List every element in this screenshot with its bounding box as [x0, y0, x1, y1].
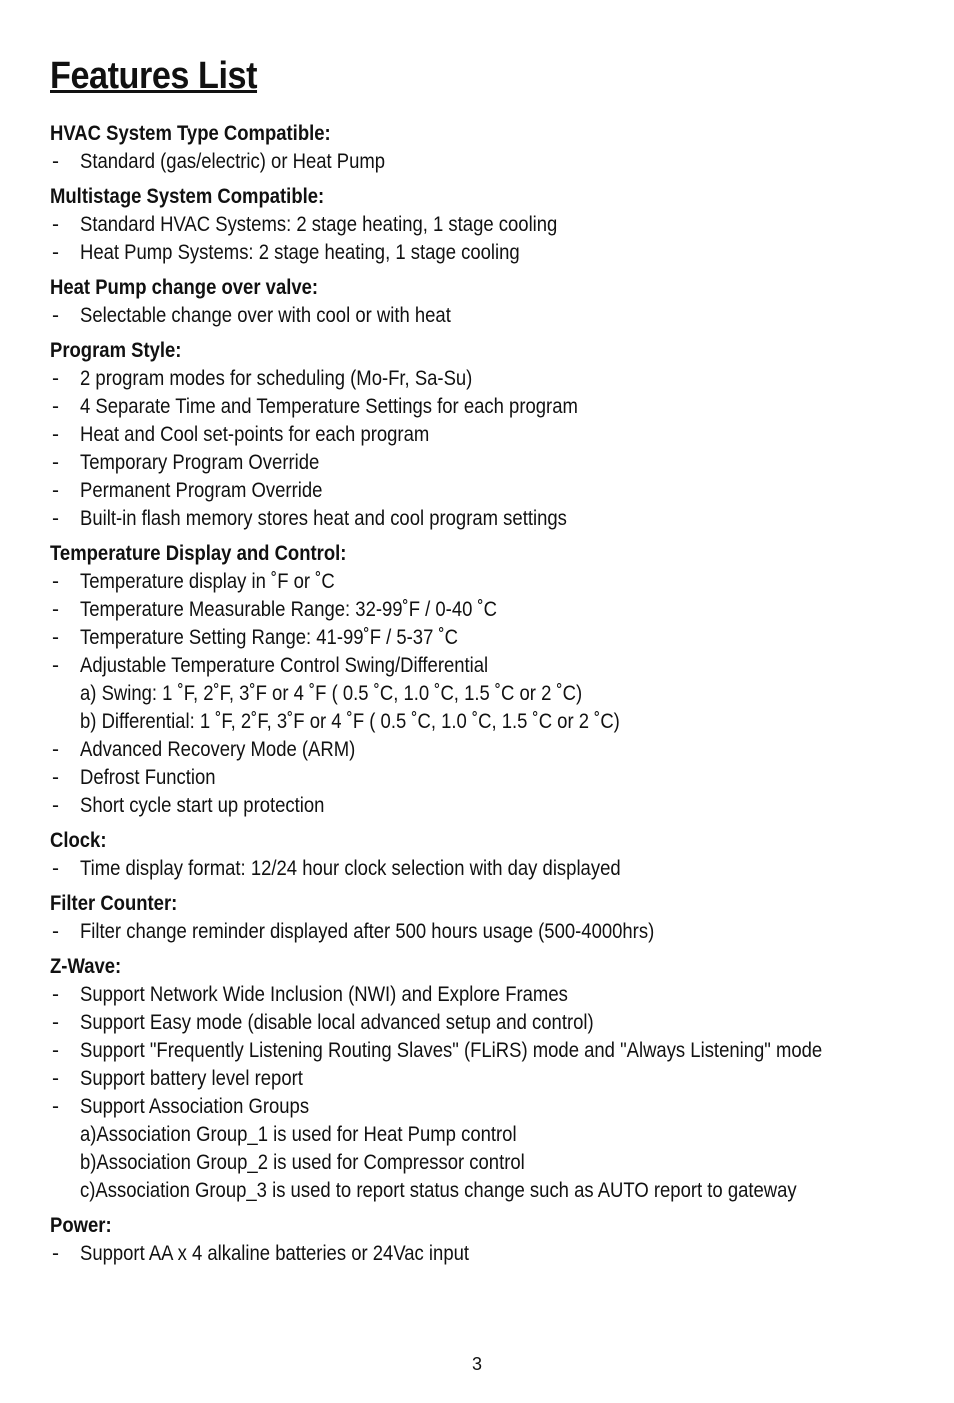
list-item	[50, 568, 930, 596]
bullet-dash: -	[52, 1067, 59, 1090]
sub-list-item	[50, 1121, 930, 1149]
bullet-dash: -	[52, 1242, 59, 1265]
feature-list	[50, 918, 930, 946]
feature-section	[50, 337, 930, 533]
feature-list	[50, 1240, 930, 1268]
list-item-text: 2 program modes for scheduling (Mo-Fr, Sa-Su)	[80, 367, 473, 390]
list-item	[50, 393, 930, 421]
feature-list	[50, 981, 930, 1205]
list-item	[50, 855, 930, 883]
sub-list-item-text: b)Association Group_2 is used for Compressor control	[80, 1151, 525, 1174]
list-item	[50, 792, 930, 820]
list-item	[50, 918, 930, 946]
bullet-dash: -	[52, 738, 59, 761]
bullet-dash: -	[52, 451, 59, 474]
list-item-text: Adjustable Temperature Control Swing/Differential	[80, 654, 489, 677]
list-item	[50, 624, 930, 652]
section-heading: Filter Counter:	[50, 892, 178, 915]
bullet-dash: -	[52, 626, 59, 649]
feature-list	[50, 855, 930, 883]
feature-section	[50, 540, 930, 820]
bullet-dash: -	[52, 983, 59, 1006]
list-item-text: Support AA x 4 alkaline batteries or 24Vac input	[80, 1242, 470, 1265]
bullet-dash: -	[52, 395, 59, 418]
list-item-text: Temperature display in ˚F or ˚C	[80, 570, 335, 593]
list-item-text: Defrost Function	[80, 766, 216, 789]
feature-list	[50, 211, 930, 267]
list-item	[50, 505, 930, 533]
document-page	[50, 54, 930, 1275]
section-heading: Program Style:	[50, 339, 182, 362]
list-item	[50, 239, 930, 267]
list-item	[50, 652, 930, 680]
sub-list-item	[50, 1177, 930, 1205]
bullet-dash: -	[52, 857, 59, 880]
sub-list-item	[50, 1149, 930, 1177]
list-item	[50, 302, 930, 330]
section-heading: Multistage System Compatible:	[50, 185, 325, 208]
sub-list-item-text: c)Association Group_3 is used to report status change such as AUTO report to gateway	[80, 1179, 797, 1202]
page-number: 3	[471, 1354, 482, 1374]
feature-list	[50, 148, 930, 176]
bullet-dash: -	[52, 479, 59, 502]
bullet-dash: -	[52, 304, 59, 327]
list-item	[50, 1009, 930, 1037]
list-item-text: Advanced Recovery Mode (ARM)	[80, 738, 356, 761]
section-heading: Temperature Display and Control:	[50, 542, 347, 565]
bullet-dash: -	[52, 920, 59, 943]
list-item-text: Permanent Program Override	[80, 479, 323, 502]
bullet-dash: -	[52, 570, 59, 593]
list-item-text: Short cycle start up protection	[80, 794, 325, 817]
list-item-text: 4 Separate Time and Temperature Settings for each program	[80, 395, 578, 418]
bullet-dash: -	[52, 766, 59, 789]
list-item	[50, 1037, 930, 1065]
bullet-dash: -	[52, 794, 59, 817]
sub-list	[50, 1121, 930, 1205]
list-item	[50, 449, 930, 477]
sub-list-item	[50, 708, 930, 736]
bullet-dash: -	[52, 241, 59, 264]
bullet-dash: -	[52, 150, 59, 173]
features-sections	[50, 120, 930, 1268]
list-item	[50, 148, 930, 176]
bullet-dash: -	[52, 1011, 59, 1034]
list-item-text: Support Association Groups	[80, 1095, 310, 1118]
sub-list-item-text: a)Association Group_1 is used for Heat Pump control	[80, 1123, 517, 1146]
list-item-text: Support "Frequently Listening Routing Slaves" (FLiRS) mode and "Always Listening" mode	[80, 1039, 823, 1062]
list-item	[50, 764, 930, 792]
section-heading: HVAC System Type Compatible:	[50, 122, 331, 145]
bullet-dash: -	[52, 598, 59, 621]
bullet-dash: -	[52, 367, 59, 390]
list-item-text: Temporary Program Override	[80, 451, 320, 474]
list-item	[50, 421, 930, 449]
bullet-dash: -	[52, 423, 59, 446]
feature-list	[50, 302, 930, 330]
sub-list-item-text: a) Swing: 1 ˚F, 2˚F, 3˚F or 4 ˚F ( 0.5 ˚C, 1.0 ˚C, 1.5 ˚C or 2 ˚C)	[80, 682, 583, 705]
sub-list	[50, 680, 930, 736]
list-item-text: Selectable change over with cool or with heat	[80, 304, 451, 327]
feature-list	[50, 568, 930, 820]
list-item-text: Support battery level report	[80, 1067, 303, 1090]
list-item-text: Standard (gas/electric) or Heat Pump	[80, 150, 386, 173]
bullet-dash: -	[52, 213, 59, 236]
feature-section	[50, 953, 930, 1205]
list-item	[50, 596, 930, 624]
section-heading: Z-Wave:	[50, 955, 122, 978]
list-item	[50, 981, 930, 1009]
sub-list-item	[50, 680, 930, 708]
list-item-text: Heat Pump Systems: 2 stage heating, 1 stage cooling	[80, 241, 520, 264]
feature-section	[50, 827, 930, 883]
list-item	[50, 1240, 930, 1268]
list-item-text: Support Network Wide Inclusion (NWI) and Explore Frames	[80, 983, 568, 1006]
list-item	[50, 365, 930, 393]
feature-section	[50, 120, 930, 176]
list-item	[50, 736, 930, 764]
list-item-text: Support Easy mode (disable local advanced setup and control)	[80, 1011, 594, 1034]
feature-section	[50, 890, 930, 946]
bullet-dash: -	[52, 507, 59, 530]
bullet-dash: -	[52, 654, 59, 677]
section-heading: Power:	[50, 1214, 112, 1237]
list-item	[50, 211, 930, 239]
feature-list	[50, 365, 930, 533]
list-item	[50, 1065, 930, 1093]
section-heading: Heat Pump change over valve:	[50, 276, 319, 299]
list-item-text: Time display format: 12/24 hour clock selection with day displayed	[80, 857, 621, 880]
feature-section	[50, 1212, 930, 1268]
list-item-text: Temperature Setting Range: 41-99˚F / 5-37 ˚C	[80, 626, 459, 649]
list-item	[50, 477, 930, 505]
section-heading: Clock:	[50, 829, 107, 852]
sub-list-item-text: b) Differential: 1 ˚F, 2˚F, 3˚F or 4 ˚F ( 0.5 ˚C, 1.0 ˚C, 1.5 ˚C or 2 ˚C)	[80, 710, 620, 733]
list-item-text: Heat and Cool set-points for each program	[80, 423, 430, 446]
bullet-dash: -	[52, 1095, 59, 1118]
list-item-text: Built-in flash memory stores heat and cool program settings	[80, 507, 567, 530]
page-title: Features List	[50, 55, 258, 97]
feature-section	[50, 274, 930, 330]
list-item-text: Standard HVAC Systems: 2 stage heating, 1 stage cooling	[80, 213, 558, 236]
list-item-text: Filter change reminder displayed after 500 hours usage (500-4000hrs)	[80, 920, 655, 943]
list-item-text: Temperature Measurable Range: 32-99˚F / 0-40 ˚C	[80, 598, 498, 621]
bullet-dash: -	[52, 1039, 59, 1062]
feature-section	[50, 183, 930, 267]
list-item	[50, 1093, 930, 1121]
